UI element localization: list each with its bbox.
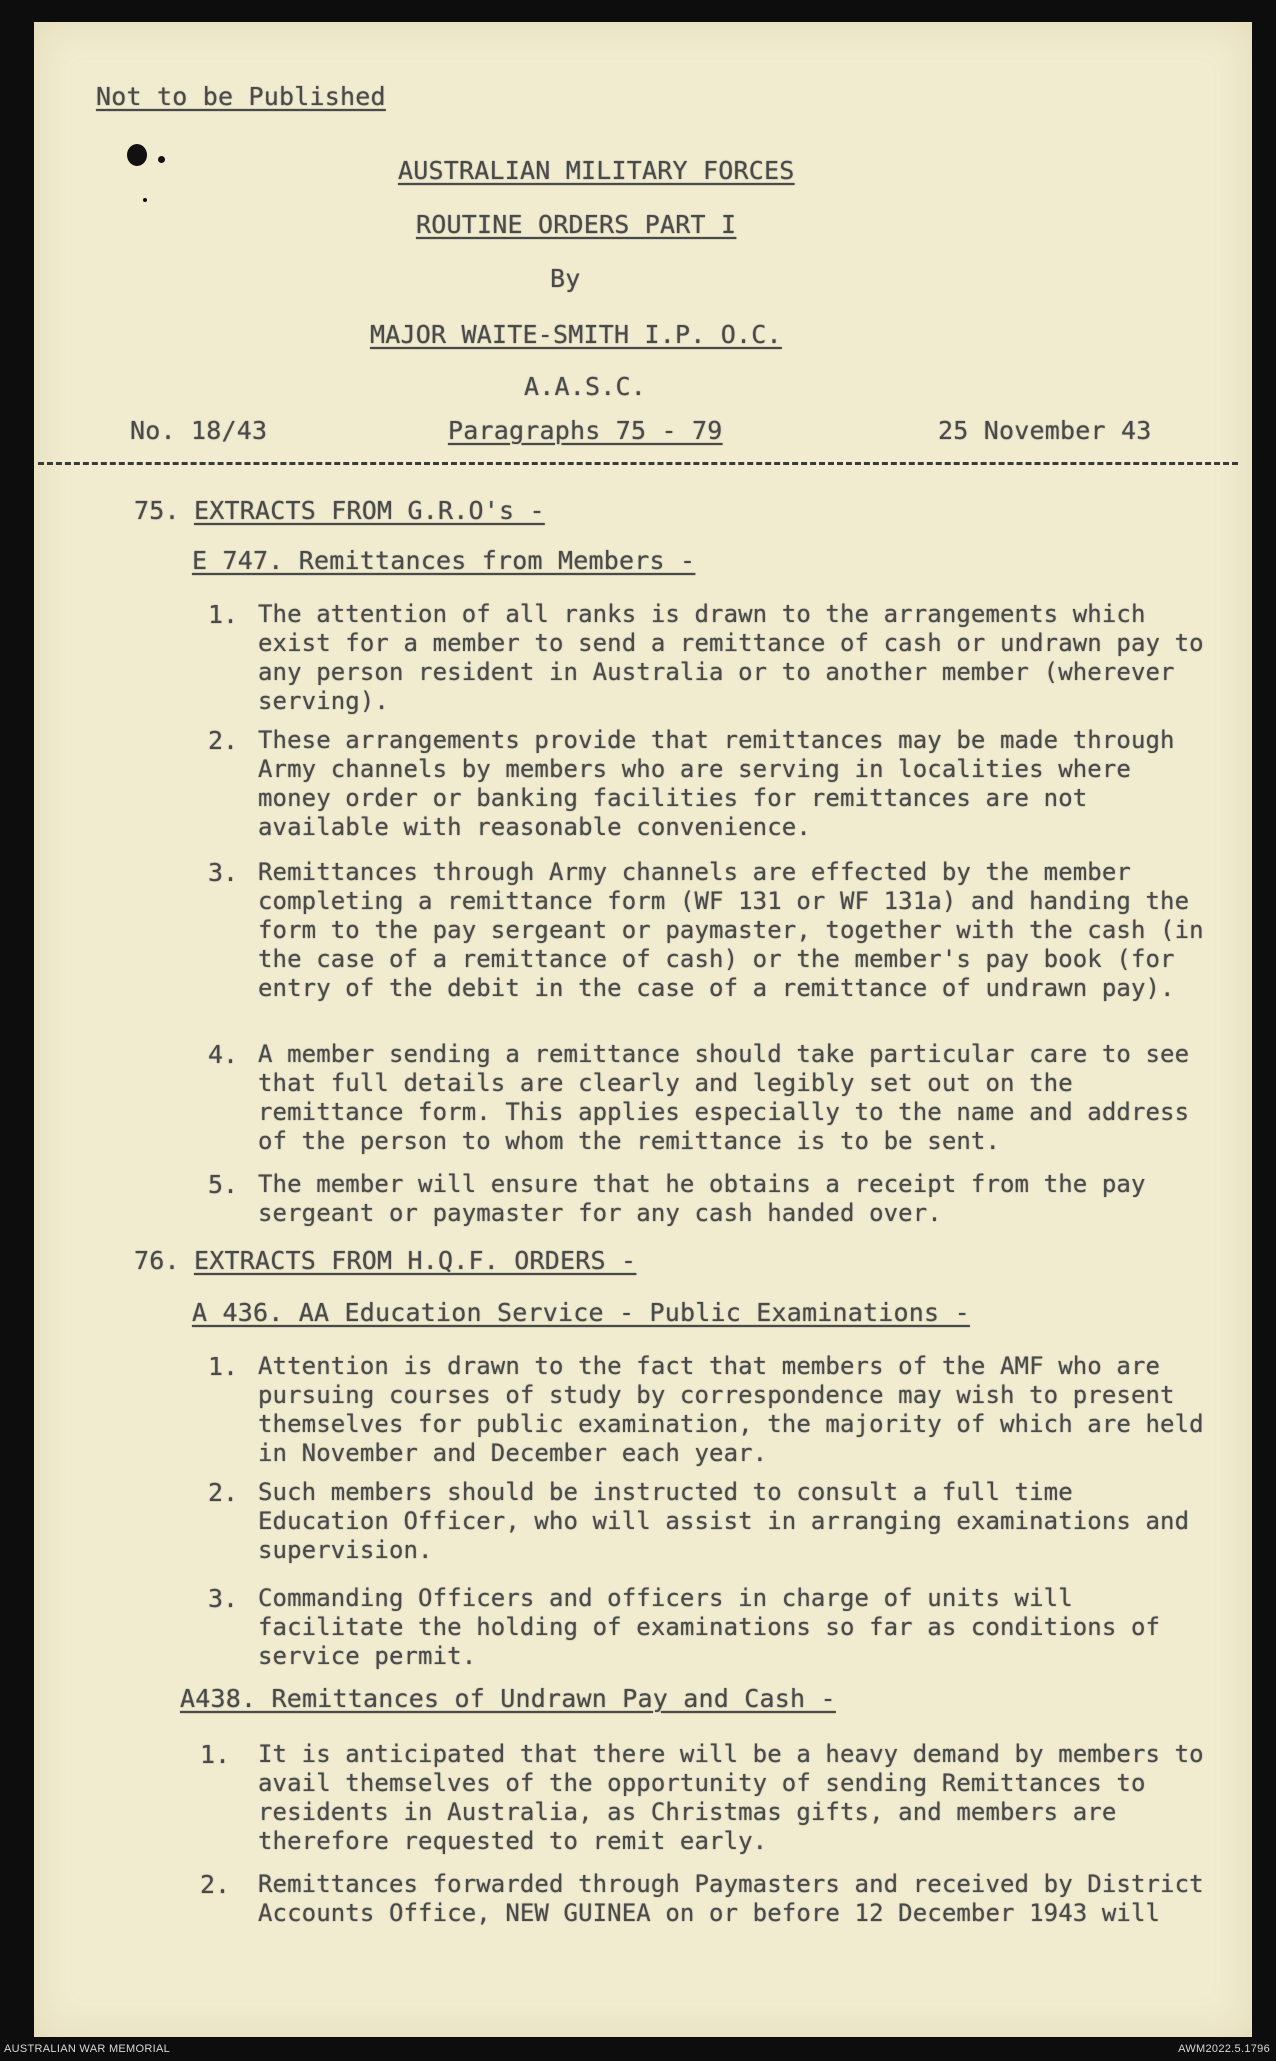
not-published-label: Not to be Published — [96, 82, 386, 111]
list-item-number: 4. — [208, 1040, 239, 1069]
list-item-number: 2. — [200, 1870, 231, 1899]
dashed-divider — [38, 462, 1238, 465]
header-by: By — [550, 264, 581, 293]
ink-spot — [143, 198, 147, 202]
list-item-text: Remittances forwarded through Paymasters and received by District Accounts Office, NEW GUINEA on or before 12 December 1943 will — [258, 1870, 1204, 1927]
list-item-text: It is anticipated that there will be a heavy demand by members to avail themselves of the opportunity of sending Remittances to residents in Australia, as Christmas gifts, and members are therefore requested to remit early. — [258, 1740, 1204, 1855]
order-date: 25 November 43 — [938, 416, 1152, 445]
section-76-title: EXTRACTS FROM H.Q.F. ORDERS - — [194, 1246, 637, 1275]
footer-archive-name: AUSTRALIAN WAR MEMORIAL — [4, 2043, 171, 2055]
list-item-text: The member will ensure that he obtains a receipt from the pay sergeant or paymaster for any cash handed over. — [258, 1170, 1146, 1227]
list-item-number: 5. — [208, 1170, 239, 1199]
list-item-number: 1. — [208, 600, 239, 629]
list-item-number: 2. — [208, 726, 239, 755]
footer-accession-number: AWM2022.5.1796 — [1178, 2043, 1270, 2055]
list-item-text: The attention of all ranks is drawn to the arrangements which exist for a member to send a remittance of cash or undrawn pay to any person resident in Australia or to another member (wherever serving). — [258, 600, 1204, 715]
list-item-text: Commanding Officers and officers in charge of units will facilitate the holding of examinations so far as conditions of service permit. — [258, 1584, 1161, 1670]
list-item-text: These arrangements provide that remittances may be made through Army channels by members who are serving in localities where money order or banking facilities for remittances are not available with reasonable convenience. — [258, 726, 1175, 841]
list-item-text: Attention is drawn to the fact that members of the AMF who are pursuing courses of study by correspondence may wish to present themselves for public examination, the majority of which are held in November and December each year. — [258, 1352, 1204, 1467]
section-76-subtitle-a: A 436. AA Education Service - Public Examinations - — [192, 1298, 970, 1327]
list-item-text: Such members should be instructed to consult a full time Education Officer, who will assist in arranging examinations and supervision. — [258, 1478, 1190, 1564]
list-item-number: 2. — [208, 1478, 239, 1507]
section-75-title: EXTRACTS FROM G.R.O's - — [194, 496, 545, 525]
list-item-text: Remittances through Army channels are effected by the member completing a remittance form (WF 131 or WF 131a) and handing the form to the pay sergeant or paymaster, together with the cash (in the case of a remittance of cash) or the member's pay book (for entry of the debit in the case of a remittance of undrawn pay). — [258, 858, 1204, 1002]
section-75-number: 75. — [134, 496, 180, 525]
header-title-line2: ROUTINE ORDERS PART I — [416, 210, 737, 239]
list-item-text: A member sending a remittance should take particular care to see that full details are clearly and legibly set out on the remittance form. This applies especially to the name and address of the person to whom the remittance is to be sent. — [258, 1040, 1190, 1155]
list-item-number: 3. — [208, 858, 239, 887]
header-unit: A.A.S.C. — [524, 372, 647, 401]
header-officer: MAJOR WAITE-SMITH I.P. O.C. — [370, 320, 782, 349]
header-title-line1: AUSTRALIAN MILITARY FORCES — [398, 156, 795, 185]
ink-spot — [158, 156, 165, 163]
punch-hole — [127, 144, 147, 166]
paragraphs-range: Paragraphs 75 - 79 — [448, 416, 723, 445]
order-number: No. 18/43 — [130, 416, 268, 445]
list-item-number: 1. — [208, 1352, 239, 1381]
list-item-number: 3. — [208, 1584, 239, 1613]
list-item-number: 1. — [200, 1740, 231, 1769]
section-76-number: 76. — [134, 1246, 180, 1275]
section-75-subtitle: E 747. Remittances from Members - — [192, 546, 696, 575]
section-76-subtitle-b: A438. Remittances of Undrawn Pay and Cash - — [180, 1684, 836, 1713]
